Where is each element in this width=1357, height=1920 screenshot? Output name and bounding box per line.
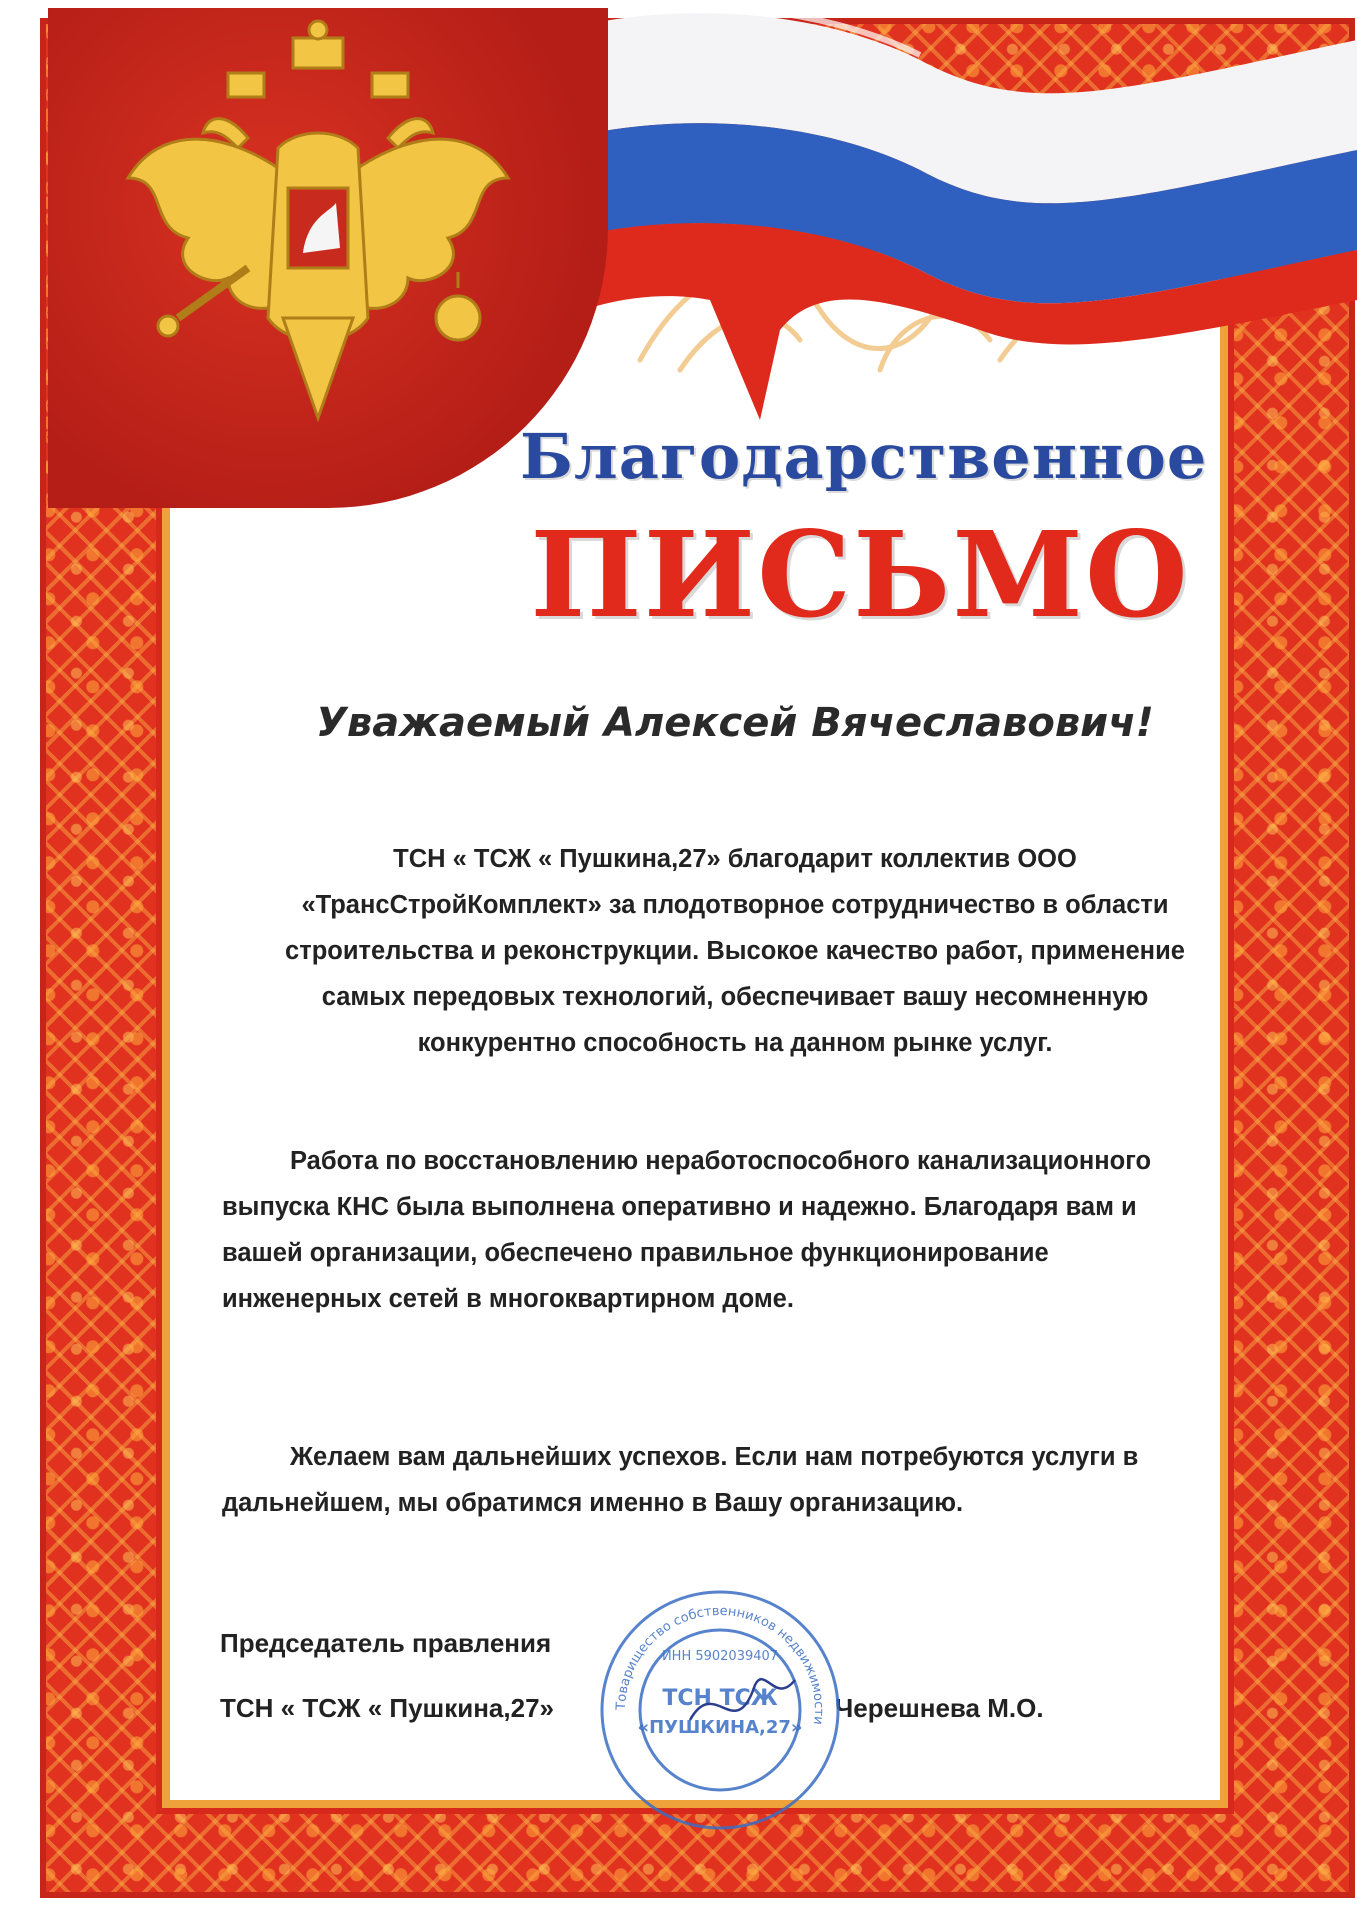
stamp-ring-text: Товарищество собственников недвижимости — [613, 1603, 827, 1726]
title-blagodarstvennoe: Благодарственное — [520, 420, 1208, 493]
double-headed-eagle-icon — [108, 18, 528, 458]
title-pismo: ПИСЬМО — [530, 505, 1190, 644]
salutation: Уважаемый Алексей Вячеславович! — [316, 700, 1154, 746]
russian-flag-ribbon — [560, 0, 1357, 420]
paragraph-work: Работа по восстановлению неработоспособного канализационного выпуска КНС была выполнена оперативно и надежно. Благодаря вам и вашей организации, обеспечено правильное функционирование инженерных сетей в многоквартирном доме. — [222, 1147, 1152, 1313]
stamp-center-line1: ТСН ТСЖ — [662, 1686, 778, 1711]
stamp-inn: ИНН 5902039407 — [661, 1649, 779, 1664]
signature-position: Председатель правления — [220, 1628, 552, 1658]
signature-organization: ТСН « ТСЖ « Пушкина,27» — [220, 1693, 554, 1723]
paragraph-wishes: Желаем вам дальнейших успехов. Если нам потребуются услуги в дальнейшем, мы обратимся именно в Вашу организацию. — [222, 1443, 1139, 1517]
paragraph-gratitude: ТСН « ТСЖ « Пушкина,27» благодарит коллектив ООО «ТрансСтройКомплект» за плодотворное сотрудничество в области строительства и реконструкции. Высокое качество работ, применение самых передовых технологий, обеспечивает вашу несомненную конкурентно способность на данном рынке услуг. — [285, 845, 1185, 1057]
stamp-center-line2: «ПУШКИНА,27» — [637, 1717, 803, 1738]
organization-stamp — [595, 1585, 845, 1835]
signature-name: Черешнева М.О. — [835, 1693, 1044, 1723]
